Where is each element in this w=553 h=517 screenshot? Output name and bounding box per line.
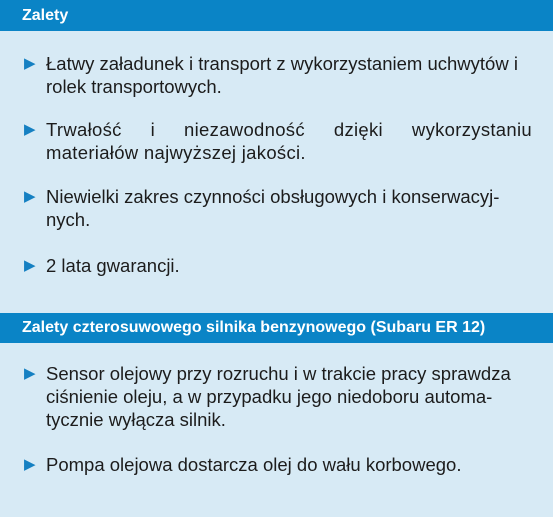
triangle-right-icon: ▶ (24, 121, 36, 138)
section-header-engine (0, 313, 553, 343)
triangle-right-icon: ▶ (24, 365, 36, 382)
list-item-text: Niewielki zakres czynności obsługowych i konserwacyj-nych. (46, 186, 500, 230)
section-header-zalety (0, 0, 553, 31)
list-item-text: Łatwy załadunek i transport z wykorzystaniem uchwytów i rolek transportowych. (46, 53, 518, 97)
triangle-right-icon: ▶ (24, 257, 36, 274)
list-item (24, 118, 532, 164)
list-item (24, 362, 532, 431)
section-title: Zalety (22, 6, 69, 24)
section-title: Zalety czterosuwowego silnika benzynowego (Subaru ER 12) (22, 319, 486, 336)
list-item-text: 2 lata gwarancji. (46, 255, 180, 276)
list-item (24, 254, 532, 277)
list-item-text: Sensor olejowy przy rozruchu i w trakcie pracy sprawdza ciśnienie oleju, a w przypadku jego niedoboru automa-tycznie wyłącza silnik. (46, 363, 511, 430)
list-item (24, 185, 532, 231)
triangle-right-icon: ▶ (24, 456, 36, 473)
triangle-right-icon: ▶ (24, 188, 36, 205)
list-item-text: Trwałość i niezawodność dzięki wykorzystaniu materiałów najwyższej jakości. (46, 119, 532, 163)
triangle-right-icon: ▶ (24, 55, 36, 72)
list-item (24, 52, 532, 98)
list-item-text: Pompa olejowa dostarcza olej do wału korbowego. (46, 454, 462, 475)
list-item (24, 453, 532, 476)
